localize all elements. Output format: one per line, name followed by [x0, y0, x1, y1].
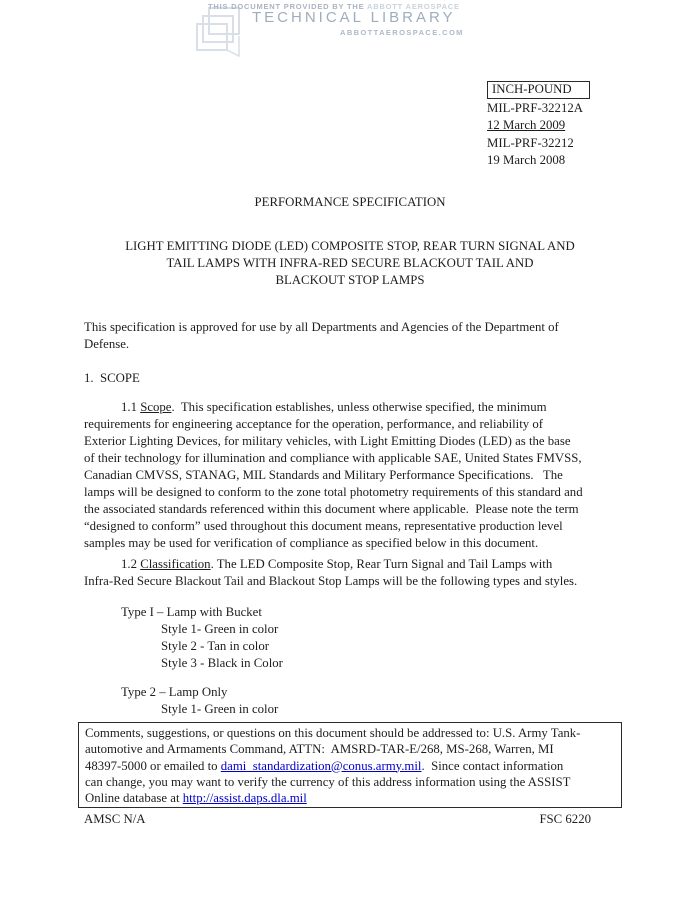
text-segment: lamps will be designed to conform to the zone total photometry requirements of this standard and	[84, 485, 583, 499]
text-segment: Type I – Lamp with Bucket	[121, 605, 262, 619]
text-segment: 1.2	[121, 557, 141, 571]
text-line	[84, 336, 559, 353]
text-segment: Infra-Red Secure Blackout Tail and Blackout Stop Lamps will be the following types and styles.	[84, 574, 578, 588]
text-line	[84, 556, 577, 573]
text-segment: Style 1- Green in color	[161, 702, 279, 716]
text-segment: “designed to conform” used throughout this document means, representative production level	[84, 519, 563, 533]
text-segment: Classification	[140, 557, 211, 571]
approval-paragraph	[84, 319, 559, 353]
text-line	[84, 655, 283, 672]
abbott-logo-icon	[195, 6, 257, 65]
text-segment: Defense.	[84, 337, 130, 351]
assist-url-link[interactable]: http://assist.daps.dla.mil	[182, 791, 307, 806]
spec-type-heading: PERFORMANCE SPECIFICATION	[254, 195, 446, 209]
text-segment: . Since contact information	[421, 758, 564, 773]
text-line	[84, 672, 283, 684]
text-segment: Comments, suggestions, or questions on this document should be addressed to: U.S. Army Tank-	[85, 726, 581, 740]
text-line	[487, 117, 590, 134]
scope-paragraph	[84, 399, 583, 552]
text-line	[85, 774, 615, 790]
text-line	[84, 450, 583, 467]
text-line	[84, 416, 583, 433]
text-segment: Type 2 – Lamp Only	[121, 685, 228, 699]
text-line	[84, 518, 583, 535]
title-line: BLACKOUT STOP LAMPS	[275, 273, 425, 287]
watermark-provided-brand: ABBOTT AEROSPACE	[367, 2, 460, 11]
text-line	[85, 741, 615, 757]
text-line	[84, 638, 283, 655]
footer-row	[84, 812, 591, 827]
main-title	[0, 238, 700, 289]
text-segment: 48397-5000 or emailed to	[85, 758, 221, 773]
watermark-provided-prefix: THIS DOCUMENT PROVIDED BY THE	[208, 2, 368, 11]
text-line	[84, 573, 577, 590]
text-segment: This specification is approved for use by all Departments and Agencies of the Department of	[84, 320, 559, 334]
text-line	[487, 100, 590, 117]
text-segment: Style 2 - Tan in color	[161, 639, 269, 653]
text-line	[487, 135, 590, 152]
text-segment: MIL-PRF-32212	[487, 135, 574, 150]
text-segment: the associated standards referenced within this document where applicable. Please note the term	[84, 502, 579, 516]
text-line	[487, 152, 590, 169]
text-line	[84, 501, 583, 518]
type-classification-list	[84, 604, 283, 718]
text-segment: Style 1- Green in color	[161, 622, 279, 636]
text-segment: Exterior Lighting Devices, for military vehicles, with Light Emitting Diodes (LED) as the base	[84, 434, 571, 448]
text-line	[84, 621, 283, 638]
footer-fsc: FSC 6220	[539, 812, 591, 826]
text-line	[84, 433, 583, 450]
text-line	[84, 319, 559, 336]
text-segment: automotive and Armaments Command, ATTN: AMSRD-TAR-E/268, MS-268, Warren, MI	[85, 742, 554, 757]
text-line	[84, 399, 583, 416]
text-segment: 19 March 2008	[487, 152, 566, 167]
text-segment: . This specification establishes, unless otherwise specified, the minimum	[171, 400, 547, 414]
text-line	[84, 467, 583, 484]
section-1-heading: 1. SCOPE	[84, 371, 140, 385]
doc-id-block	[487, 81, 590, 169]
text-line	[84, 604, 283, 621]
text-segment: of their technology for illumination and compliance with applicable SAE, United States FMVSS,	[84, 451, 582, 465]
text-segment: Style 3 - Black in Color	[161, 656, 283, 670]
text-segment: 12 March 2009	[487, 118, 566, 133]
watermark-website[interactable]: ABBOTTAEROSPACE.COM	[340, 28, 464, 37]
text-segment: Canadian CMVSS, STANAG, MIL Standards and Military Performance Specifications. The	[84, 468, 563, 482]
classification-paragraph	[84, 556, 577, 590]
comments-box	[78, 722, 622, 808]
text-line	[84, 684, 283, 701]
text-segment: Scope	[140, 400, 172, 414]
text-segment: samples may be used for verification of compliance as specified below in this document.	[84, 536, 539, 550]
text-segment: Online database at	[85, 791, 183, 806]
text-segment: requirements for engineering acceptance for the operation, performance, and reliability of	[84, 417, 544, 431]
text-line	[85, 790, 615, 806]
footer-amsc: AMSC N/A	[84, 812, 146, 826]
text-line	[84, 535, 583, 552]
watermark-library-title: TECHNICAL LIBRARY	[252, 9, 456, 26]
email-link[interactable]: dami_standardization@conus.army.mil	[220, 758, 422, 773]
text-line	[85, 725, 615, 741]
title-line: TAIL LAMPS WITH INFRA-RED SECURE BLACKOUT TAIL AND	[166, 256, 534, 270]
text-segment: 1.1	[121, 400, 141, 414]
text-line	[84, 484, 583, 501]
text-line	[85, 758, 615, 774]
text-segment: MIL-PRF-32212A	[487, 101, 583, 115]
doc-id-lines	[487, 100, 590, 169]
inch-pound-box: INCH-POUND	[487, 81, 590, 99]
title-line: LIGHT EMITTING DIODE (LED) COMPOSITE STOP, REAR TURN SIGNAL AND	[125, 239, 575, 253]
text-line	[84, 701, 283, 718]
text-segment: can change, you may want to verify the currency of this address information using the ASSIST	[85, 774, 571, 789]
text-segment: . The LED Composite Stop, Rear Turn Signal and Tail Lamps with	[210, 557, 553, 571]
